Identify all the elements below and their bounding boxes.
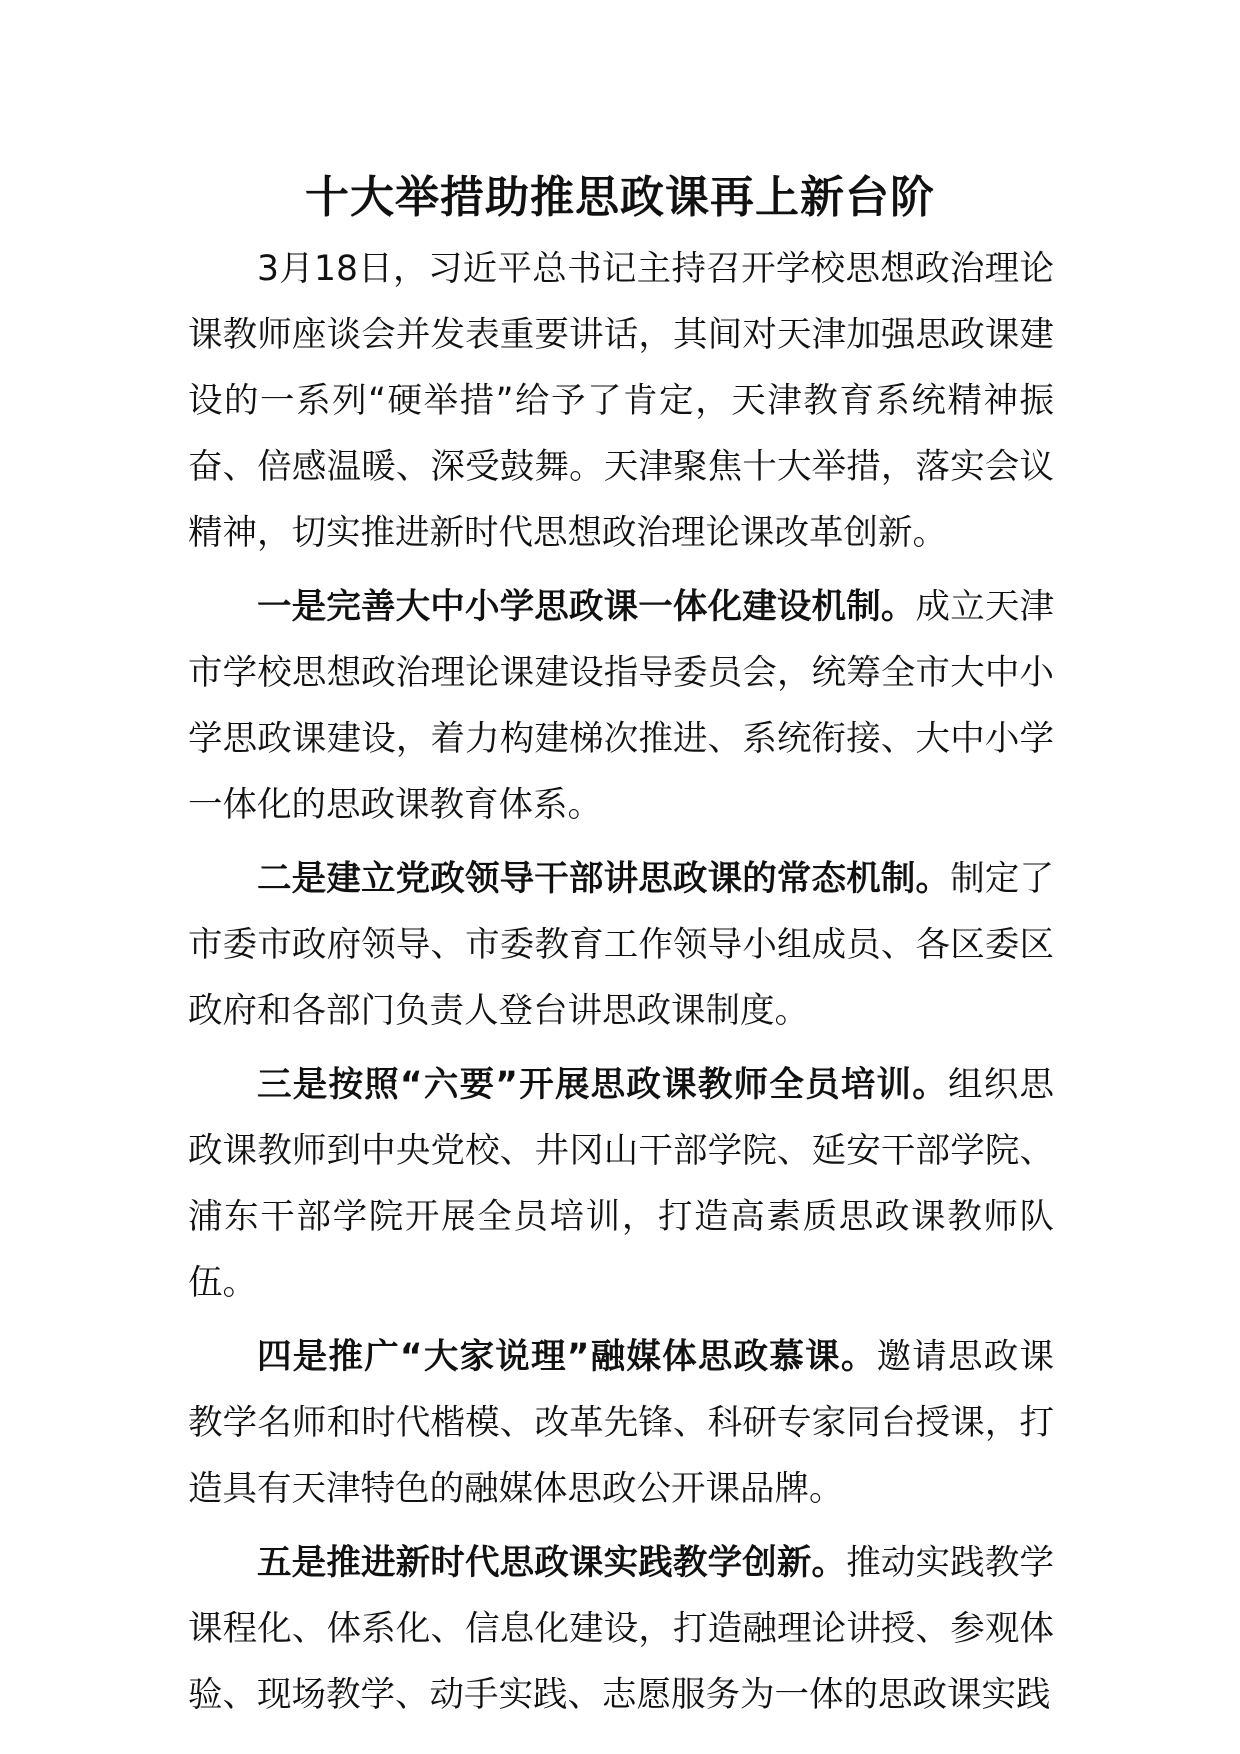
section-paragraph-4 (188, 1324, 1054, 1522)
section-text: 邀请思政课教学名师和时代楷模、改革先锋、科研专家同台授课，打造具有天津特色的融媒体思政公开课品牌。 (188, 1337, 1054, 1509)
section-paragraph-2 (188, 846, 1054, 1044)
section-text: 推动实践教学课程化、体系化、信息化建设，打造融理论讲授、参观体验、现场教学、动手实践、志愿服务为一体的思政课实践 (188, 1543, 1054, 1715)
section-text: 成立天津市学校思想政治理论课建设指导委员会，统筹全市大中小学思政课建设，着力构建梯次推进、系统衔接、大中小学一体化的思政课教育体系。 (188, 587, 1055, 825)
section-text: 组织思政课教师到中央党校、井冈山干部学院、延安干部学院、浦东干部学院开展全员培训，打造高素质思政课教师队伍。 (188, 1065, 1054, 1303)
section-lead: 一是完善大中小学思政课一体化建设机制。 (257, 587, 916, 627)
section-lead: 五是推进新时代思政课实践教学创新。 (257, 1543, 847, 1583)
section-lead: 三是按照“六要”开展思政课教师全员培训。 (257, 1065, 949, 1105)
section-paragraph-1 (188, 574, 1054, 838)
intro-paragraph: 3月18日，习近平总书记主持召开学校思想政治理论课教师座谈会并发表重要讲话，其间对天津加强思政课建设的一系列“硬举措”给予了肯定，天津教育系统精神振奋、倍感温暖、深受鼓舞。天津聚焦十大举措，落实会议精神，切实推进新时代思想政治理论课改革创新。 (188, 249, 1054, 553)
section-paragraph-5 (188, 1530, 1054, 1728)
page-title: 十大举措助推思政课再上新台阶 (305, 172, 935, 223)
document-body (188, 236, 1054, 1728)
section-lead: 四是推广“大家说理”融媒体思政慕课。 (257, 1337, 877, 1377)
section-lead: 二是建立党政领导干部讲思政课的常态机制。 (257, 859, 951, 899)
section-paragraph-3 (188, 1052, 1054, 1316)
section-text: 制定了市委市政府领导、市委教育工作领导小组成员、各区委区政府和各部门负责人登台讲思政课制度。 (188, 859, 1055, 1031)
